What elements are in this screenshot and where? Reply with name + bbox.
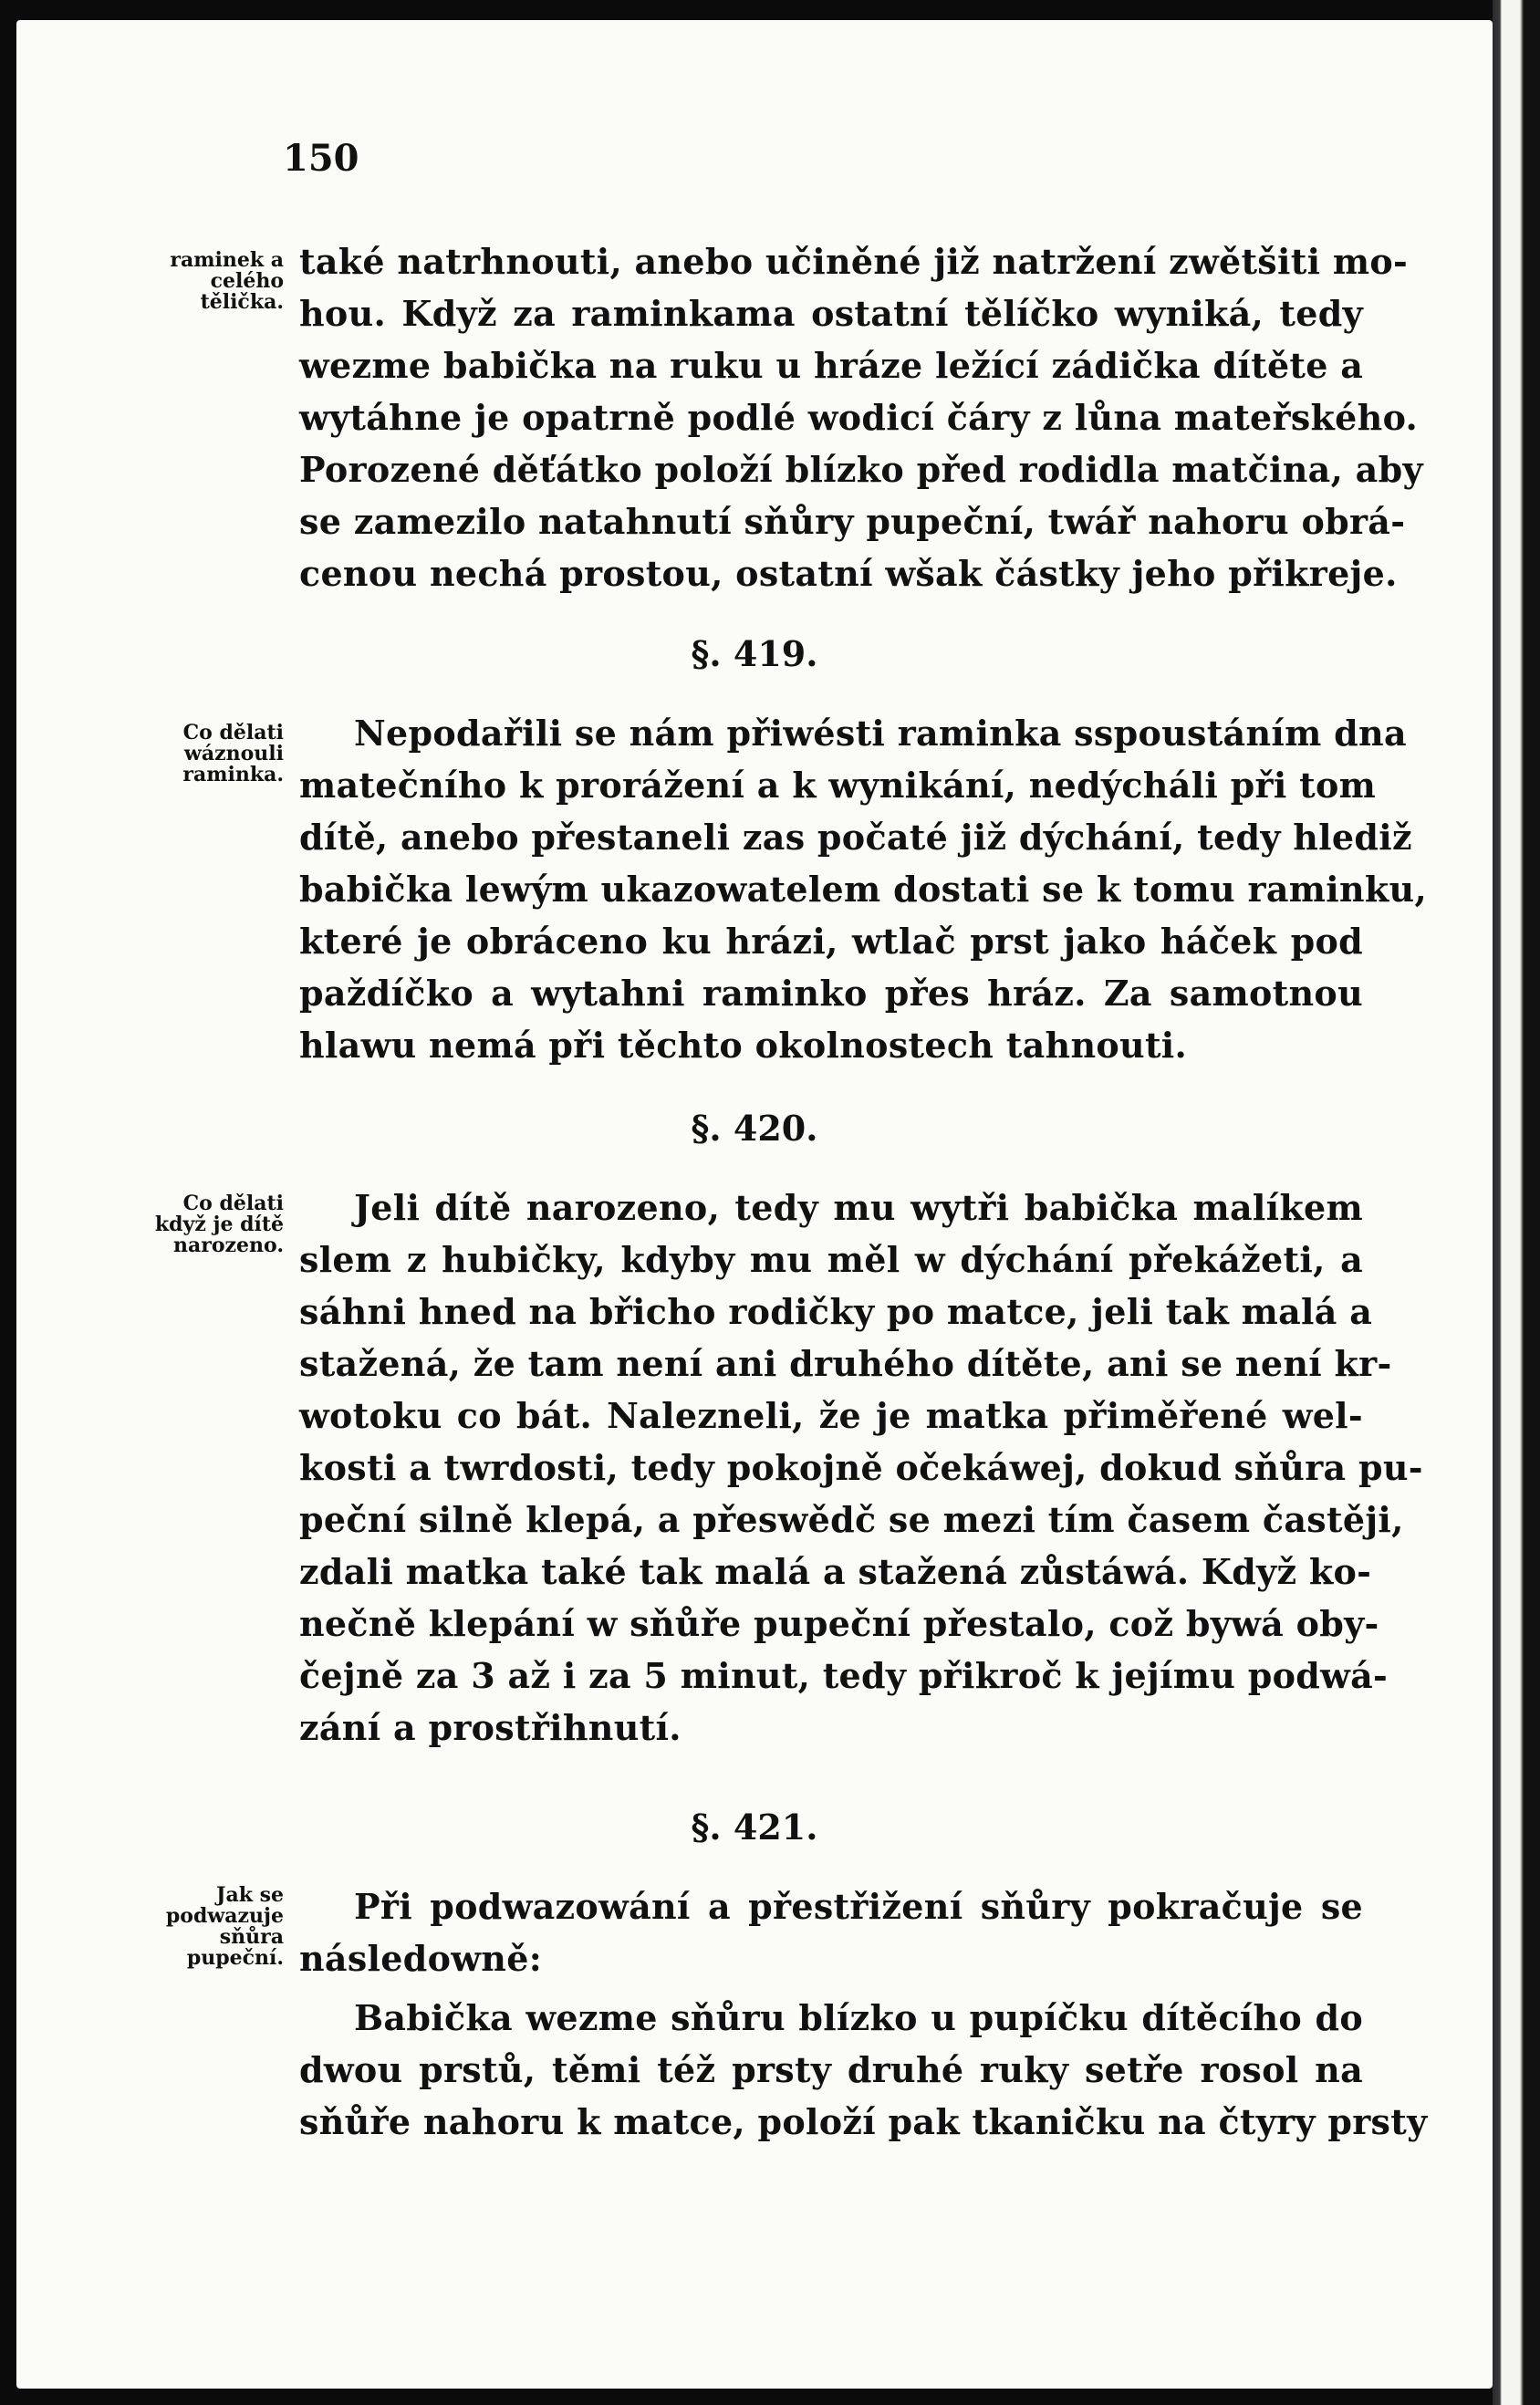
text-line: hlawu nemá při těchto okolnostech tahnouti. — [299, 1025, 1188, 1066]
text-line: následowně: — [299, 1938, 543, 1979]
text-line: dítě, anebo přestaneli zas počaté již dýchání, tedy hlediž — [299, 817, 1412, 858]
text-line: Nepodařili se nám přiwésti raminka sspoustáním dna — [354, 713, 1407, 754]
text-line: paždíčko a wytahni raminko přes hráz. Za samotnou — [299, 973, 1363, 1014]
margin-note: Co dělati když je dítě narozeno. — [154, 1192, 284, 1257]
text-line: dwou prstů, těmi též prsty druhé ruky setře rosol na — [299, 2049, 1363, 2090]
text-line: které je obráceno ku hrázi, wtlač prst jako háček pod — [299, 921, 1363, 962]
text-line: wytáhne je opatrně podlé wodicí čáry z lůna mateřského. — [299, 397, 1419, 438]
section-heading: §. 419. — [691, 633, 818, 674]
text-line: kosti a twrdosti, tedy pokojně očekáwej, dokud sňůra pu- — [299, 1447, 1423, 1488]
text-line: stažená, že tam není ani druhého dítěte, ani se není kr- — [299, 1343, 1392, 1384]
text-line: Babička wezme sňůru blízko u pupíčku dítěcího do — [354, 1997, 1363, 2038]
margin-note: Jak se podwazuje sňůra pupeční. — [165, 1883, 284, 1970]
text-line: wotoku co bát. Nalezneli, že je matka přiměřené wel- — [299, 1395, 1363, 1436]
text-line: také natrhnouti, anebo učiněné již natržení zwětšiti mo- — [299, 241, 1409, 282]
text-line: sáhni hned na břicho rodičky po matce, jeli tak malá a — [299, 1291, 1373, 1332]
text-line: nečně klepání w sňůře pupeční přestalo, což bywá oby- — [299, 1603, 1379, 1644]
text-line: sňůře nahoru k matce, položí pak tkaničku na čtyry prsty — [299, 2101, 1428, 2142]
text-line: Jeli dítě narozeno, tedy mu wytři babička malíkem — [354, 1187, 1363, 1228]
text-line: wezme babička na ruku u hráze ležící zádička dítěte a — [299, 345, 1364, 386]
text-line: matečního k prorážení a k wynikání, nedýcháli při tom — [299, 765, 1377, 806]
text-line: babička lewým ukazowatelem dostati se k tomu raminku, — [299, 869, 1427, 910]
text-line: peční silně klepá, a přeswědč se mezi tím časem častěji, — [299, 1499, 1404, 1540]
page — [16, 20, 1493, 2389]
section-heading: §. 420. — [691, 1108, 818, 1149]
page-content — [16, 20, 1493, 2389]
margin-note: Co dělati wáznouli raminka. — [182, 721, 284, 786]
margin-note: raminek a celého tělička. — [170, 248, 284, 314]
text-line: hou. Když za raminkama ostatní tělíčko wyniká, tedy — [299, 293, 1363, 334]
text-line: zdali matka také tak malá a stažená zůstáwá. Když ko- — [299, 1551, 1372, 1592]
text-line: Při podwazowání a přestřižení sňůry pokračuje se — [354, 1886, 1363, 1927]
text-line: slem z hubičky, kdyby mu měl w dýchání překážeti, a — [299, 1239, 1363, 1280]
text-line: se zamezilo natahnutí sňůry pupeční, twář nahoru obrá- — [299, 501, 1406, 542]
text-line: Porozené děťátko položí blízko před rodidla matčina, aby — [299, 449, 1423, 490]
page-edge — [1493, 0, 1540, 2405]
section-heading: §. 421. — [691, 1806, 818, 1848]
text-line: zání a prostřihnutí. — [299, 1707, 682, 1748]
text-line: čejně za 3 až i za 5 minut, tedy přikroč k jejímu podwá- — [299, 1655, 1389, 1696]
text-line: cenou nechá prostou, ostatní wšak částky jeho přikreje. — [299, 553, 1398, 594]
page-number: 150 — [283, 137, 359, 180]
